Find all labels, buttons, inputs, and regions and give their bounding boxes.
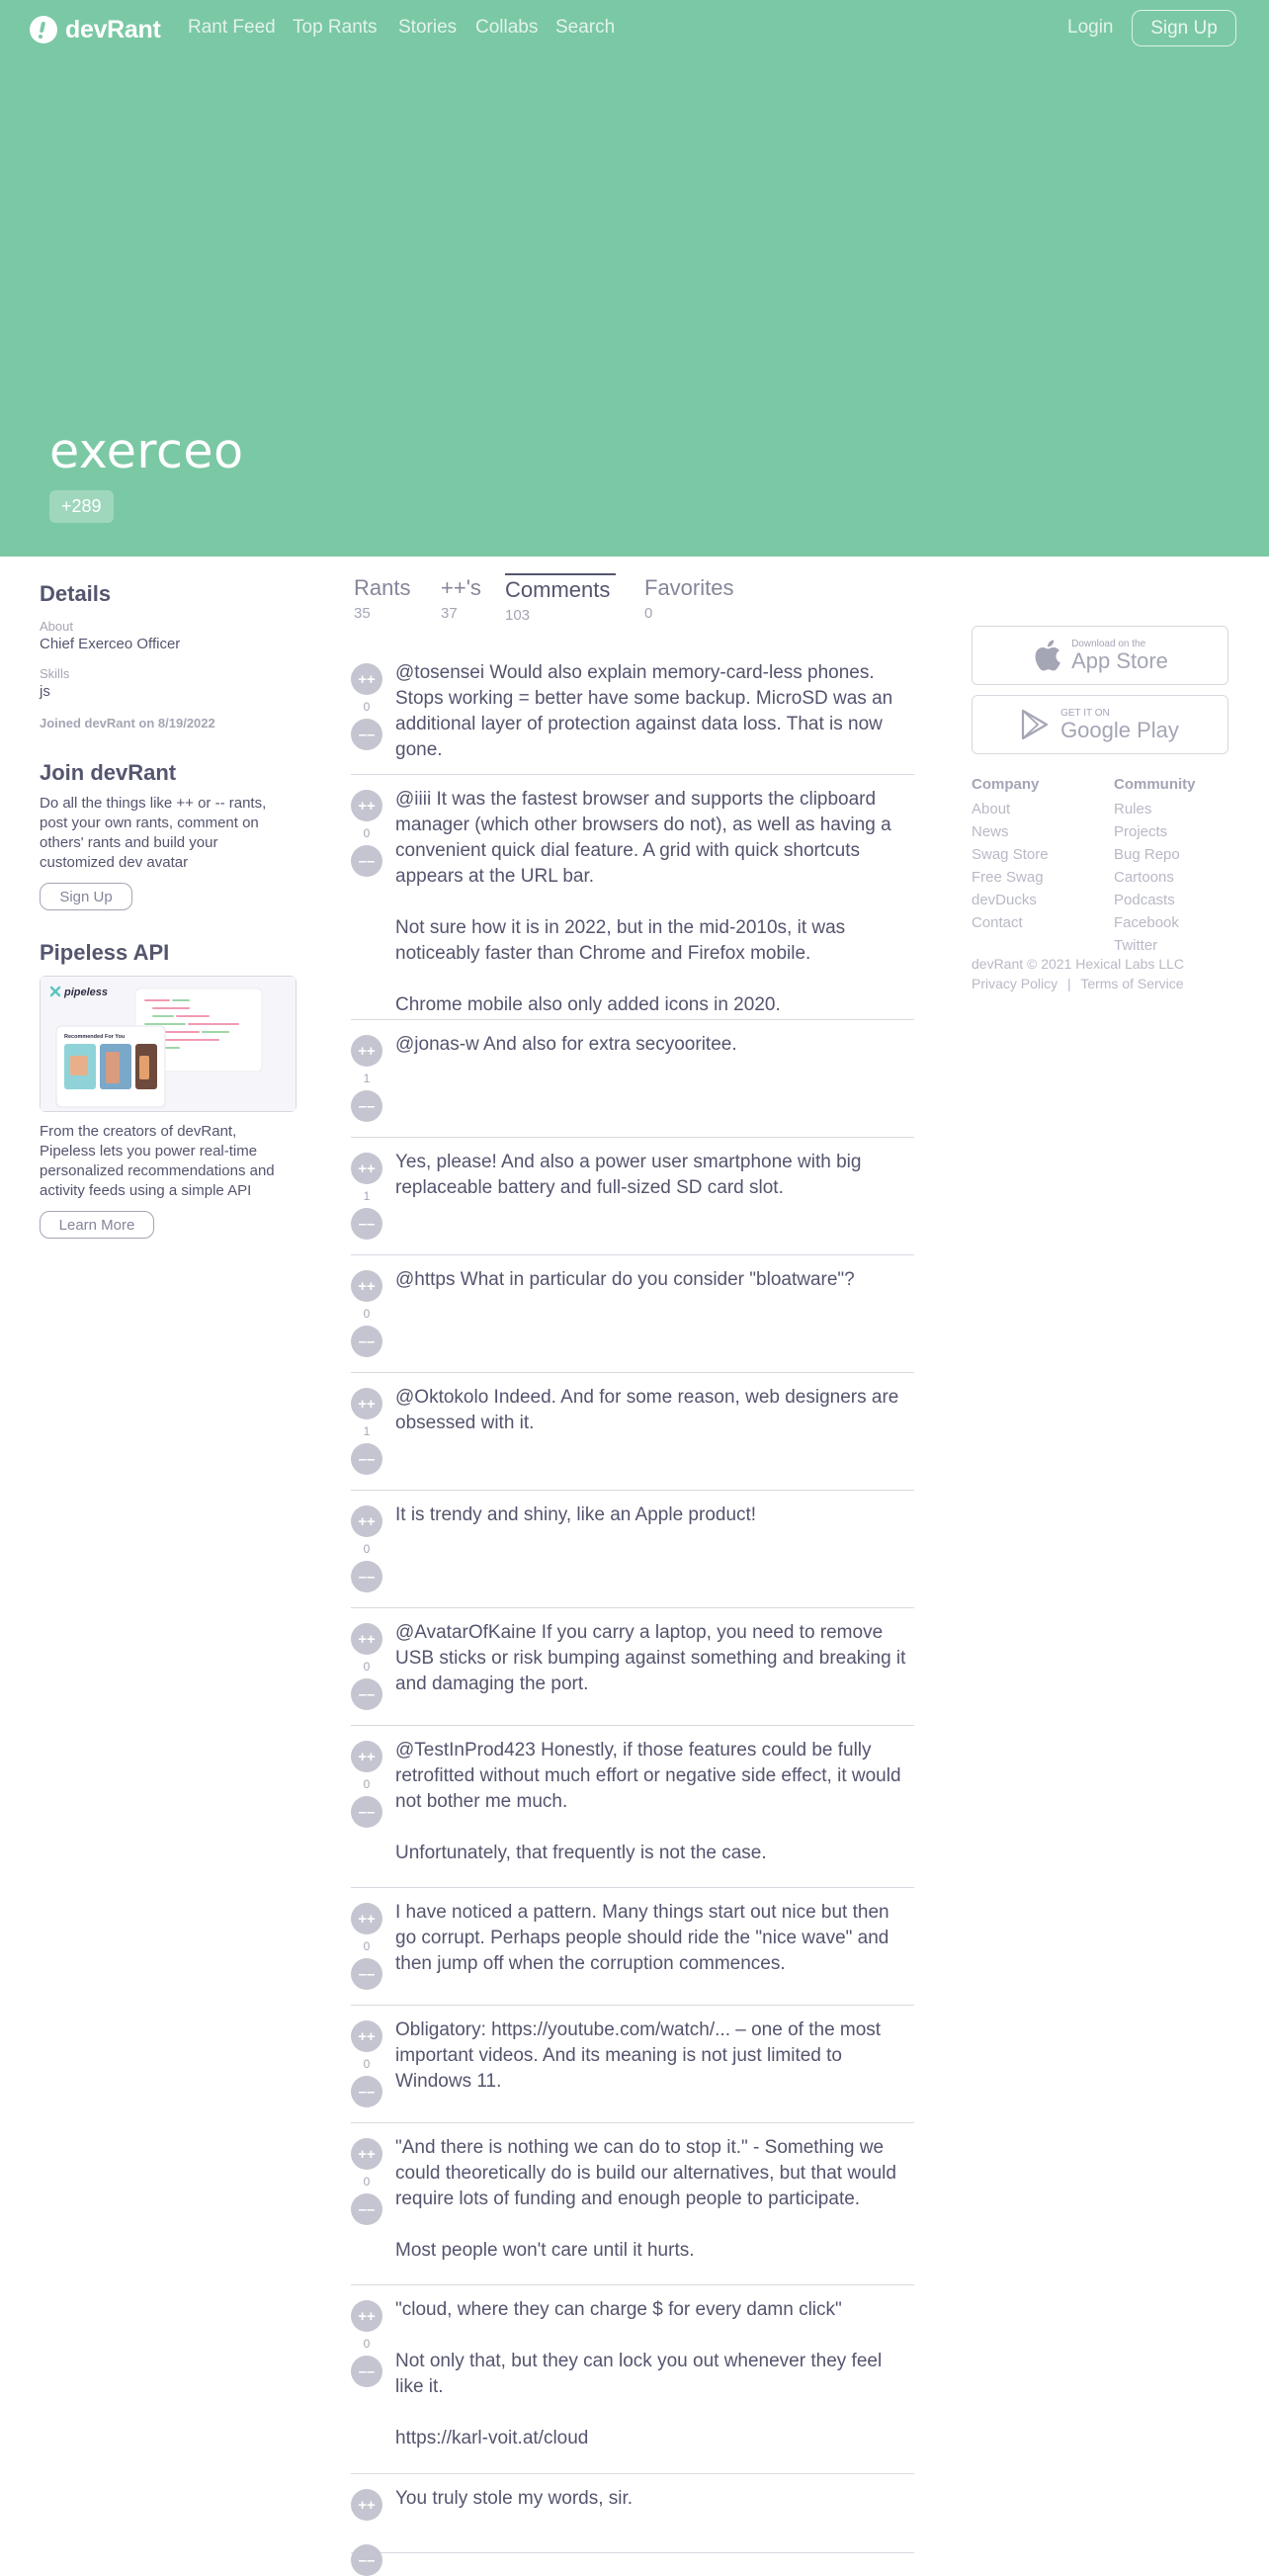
tab-count: 103: [505, 607, 531, 624]
footer-link-facebook[interactable]: Facebook: [1114, 914, 1179, 931]
tab-count: 35: [354, 605, 371, 622]
footer-link-contact[interactable]: Contact: [972, 914, 1023, 931]
vote-controls: [351, 663, 382, 750]
downvote-button[interactable]: ––: [351, 1796, 382, 1828]
tab-plusplus[interactable]: [441, 575, 481, 622]
footer-link-news[interactable]: News: [972, 823, 1009, 840]
vote-controls: [351, 2300, 382, 2387]
devrant-logo[interactable]: [30, 14, 161, 45]
comment-text: [395, 2486, 909, 2512]
company-heading: Company: [972, 776, 1040, 793]
comment-paragraph: "cloud, where they can charge $ for every damn click": [395, 2299, 842, 2320]
upvote-button[interactable]: ++: [351, 2489, 382, 2521]
footer-link-swag-store[interactable]: Swag Store: [972, 846, 1049, 863]
upvote-button[interactable]: ++: [351, 1153, 382, 1184]
downvote-button[interactable]: ––: [351, 2076, 382, 2107]
left-sidebar: [40, 581, 296, 1239]
comment-paragraph: @TestInProd423 Honestly, if those features could be fully retrofitted without much effort or negative side effect, it would not bother me much.: [395, 1740, 901, 1812]
downvote-button[interactable]: ––: [351, 1208, 382, 1240]
comment-text: [395, 1267, 909, 1293]
joined-date: Joined devRant on 8/19/2022: [40, 716, 215, 730]
vote-score: 1: [363, 1189, 371, 1203]
comment-paragraph: It is trendy and shiny, like an Apple product!: [395, 1504, 757, 1525]
vote-controls: [351, 790, 382, 877]
comment-text: [395, 1385, 909, 1436]
comments-list: [351, 657, 914, 2569]
comment-paragraph: @jonas-w And also for extra secyooritee.: [395, 1034, 737, 1055]
comment-item: [351, 1608, 914, 1726]
downvote-button[interactable]: ––: [351, 2193, 382, 2225]
upvote-button[interactable]: ++: [351, 1903, 382, 1934]
upvote-button[interactable]: ++: [351, 2138, 382, 2170]
vote-controls: [351, 1388, 382, 1475]
comment-paragraph: https://karl-voit.at/cloud: [395, 2428, 589, 2448]
comment-text: [395, 1620, 909, 1697]
comment-paragraph: Yes, please! And also a power user smartphone with big replaceable battery and full-sized SD card slot.: [395, 1152, 862, 1198]
terms-of-service-link[interactable]: Terms of Service: [1080, 976, 1184, 991]
pipeless-heading: Pipeless API: [40, 940, 170, 965]
vote-score: 0: [363, 2057, 371, 2071]
vote-score: 0: [363, 826, 371, 840]
footer-link-rules[interactable]: Rules: [1114, 801, 1152, 817]
logo-text: devRant: [65, 15, 161, 43]
downvote-button[interactable]: ––: [351, 1958, 382, 1990]
footer-separator: |: [1067, 976, 1071, 991]
profile-score-badge: +289: [49, 490, 114, 523]
footer-link-bug-repo[interactable]: Bug Repo: [1114, 846, 1180, 863]
comment-item: [351, 775, 914, 1020]
comment-item: [351, 2474, 914, 2569]
vote-score: 0: [363, 700, 371, 714]
join-text: Do all the things like ++ or -- rants, post your own rants, comment on others' rants and build your customized dev avatar: [40, 795, 267, 871]
comment-text: [395, 1900, 909, 1977]
comment-paragraph: Most people won't care until it hurts.: [395, 2240, 695, 2261]
tab-count: 0: [644, 605, 653, 622]
pipeless-promo-image[interactable]: [40, 976, 296, 1112]
app-store-big-text: App Store: [1071, 647, 1168, 673]
comment-paragraph: Obligatory: https://youtube.com/watch/... – one of the most important videos. And its meaning is not just limited to Windows 11.: [395, 2019, 882, 2092]
comment-item: [351, 2123, 914, 2285]
vote-score: 0: [363, 2337, 371, 2351]
vote-score: 1: [363, 1072, 371, 1085]
upvote-button[interactable]: ++: [351, 2300, 382, 2332]
vote-controls: [351, 1153, 382, 1240]
profile-username: exerceo: [49, 423, 244, 479]
tab-favorites[interactable]: [644, 575, 733, 622]
comment-item: [351, 1491, 914, 1608]
pipeless-card-logo: pipeless: [64, 987, 109, 998]
top-navigation: [0, 0, 1269, 59]
comment-text: [395, 2297, 909, 2451]
comment-item: [351, 1726, 914, 1888]
footer-link-twitter[interactable]: Twitter: [1114, 937, 1158, 954]
vote-controls: [351, 2138, 382, 2225]
comment-paragraph: You truly stole my words, sir.: [395, 2488, 634, 2509]
comment-item: [351, 657, 914, 775]
pipeless-card-caption: Recommended For You: [64, 1034, 126, 1040]
community-links: [1114, 776, 1196, 957]
tab-count: 37: [441, 605, 458, 622]
downvote-button[interactable]: ––: [351, 2544, 382, 2576]
comment-paragraph: @iiii It was the fastest browser and supports the clipboard manager (which other browsers do not), as well as having a convenient quick dial feature. A grid with quick shortcuts appears at the URL bar.: [395, 789, 891, 887]
footer-link-projects[interactable]: Projects: [1114, 823, 1168, 840]
vote-score: [351, 2521, 382, 2544]
comment-paragraph: Not sure how it is in 2022, but in the mid-2010s, it was noticeably faster than Chrome and Firefox mobile.: [395, 917, 846, 964]
comment-item: [351, 1020, 914, 1138]
vote-controls: [351, 1270, 382, 1357]
login-link[interactable]: Login: [1067, 17, 1114, 38]
vote-score: 0: [363, 1542, 371, 1556]
vote-score: 1: [363, 1424, 371, 1438]
vote-score: 0: [363, 1660, 371, 1674]
comment-text: [395, 2135, 909, 2264]
footer-link-about[interactable]: About: [972, 801, 1011, 817]
upvote-button[interactable]: ++: [351, 790, 382, 821]
nav-search[interactable]: Search: [555, 17, 616, 38]
comment-text: [395, 1503, 909, 1528]
tab-rants[interactable]: [354, 575, 410, 622]
upvote-button[interactable]: ++: [351, 663, 382, 695]
details-heading: Details: [40, 581, 112, 606]
right-sidebar: [972, 626, 1230, 993]
company-links: [972, 776, 1049, 934]
downvote-button[interactable]: ––: [351, 1678, 382, 1710]
comment-paragraph: Unfortunately, that frequently is not the case.: [395, 1843, 767, 1863]
upvote-button[interactable]: ++: [351, 1505, 382, 1537]
downvote-button[interactable]: ––: [351, 2356, 382, 2387]
about-label: About: [40, 619, 73, 634]
vote-controls: [351, 1903, 382, 1990]
profile-header: [0, 0, 1269, 557]
join-signup-button[interactable]: Sign Up: [40, 883, 132, 910]
google-play-small-text: GET IT ON: [1060, 707, 1110, 719]
tab-label: Rants: [354, 575, 411, 600]
vote-controls: [351, 1741, 382, 1828]
community-heading: Community: [1114, 776, 1196, 793]
comment-text: [395, 660, 909, 763]
upvote-button[interactable]: ++: [351, 1623, 382, 1655]
tab-label: Comments: [505, 577, 611, 602]
tab-label: ++'s: [441, 575, 481, 600]
vote-controls: [351, 2020, 382, 2107]
devrant-logo-icon: [30, 16, 57, 43]
comment-text: [395, 1032, 909, 1058]
footer-link-free-swag[interactable]: Free Swag: [972, 869, 1044, 886]
nav-collabs[interactable]: Collabs: [475, 17, 539, 38]
nav-stories[interactable]: Stories: [398, 17, 458, 38]
vote-controls: [351, 2489, 382, 2576]
skills-value: js: [40, 683, 50, 700]
upvote-button[interactable]: ++: [351, 1270, 382, 1302]
skills-label: Skills: [40, 666, 70, 681]
vote-controls: [351, 1623, 382, 1710]
app-store-button[interactable]: [972, 626, 1228, 685]
comment-paragraph: Chrome mobile also only added icons in 2020.: [395, 994, 781, 1015]
downvote-button[interactable]: ––: [351, 719, 382, 750]
vote-score: 0: [363, 1939, 371, 1953]
nav-top-rants[interactable]: Top Rants: [293, 17, 378, 38]
pipeless-text: From the creators of devRant, Pipeless lets you power real-time personalized recommendations and activity feeds using a simple API: [40, 1123, 275, 1199]
join-heading: Join devRant: [40, 760, 177, 785]
vote-score: 0: [363, 1307, 371, 1321]
signup-button[interactable]: Sign Up: [1132, 10, 1236, 46]
vote-controls: [351, 1505, 382, 1592]
downvote-button[interactable]: ––: [351, 845, 382, 877]
upvote-button[interactable]: ++: [351, 1388, 382, 1419]
comment-text: [395, 787, 909, 1018]
footer-link-cartoons[interactable]: Cartoons: [1114, 869, 1174, 886]
downvote-button[interactable]: ––: [351, 1443, 382, 1475]
about-value: Chief Exerceo Officer: [40, 636, 181, 652]
pipeless-illustration: [41, 977, 296, 1111]
comment-text: [395, 1738, 909, 1866]
comment-item: [351, 1138, 914, 1255]
comment-text: [395, 2018, 909, 2095]
comment-paragraph: @https What in particular do you consider "bloatware"?: [395, 1269, 855, 1290]
google-play-button[interactable]: [972, 695, 1228, 754]
comment-paragraph: @AvatarOfKaine If you carry a laptop, you need to remove USB sticks or risk bumping against something and breaking it and damaging the port.: [395, 1622, 906, 1694]
tab-label: Favorites: [644, 575, 734, 600]
comment-paragraph: "And there is nothing we can do to stop it." - Something we could theoretically do is build our alternatives, but that would require lots of funding and enough people to participate.: [395, 2137, 896, 2209]
downvote-button[interactable]: ––: [351, 1090, 382, 1122]
vote-score: 0: [363, 1777, 371, 1791]
footer-link-devducks[interactable]: devDucks: [972, 892, 1037, 908]
apple-icon: [1032, 639, 1061, 672]
comment-paragraph: @tosensei Would also explain memory-card-less phones. Stops working = better have some backup. MicroSD was an additional layer of protection against data loss. That is now gone.: [395, 662, 893, 760]
comment-paragraph: @Oktokolo Indeed. And for some reason, web designers are obsessed with it.: [395, 1387, 899, 1433]
copyright-text: devRant © 2021 Hexical Labs LLC: [972, 956, 1184, 972]
downvote-button[interactable]: ––: [351, 1561, 382, 1592]
nav-rant-feed[interactable]: Rant Feed: [188, 17, 276, 38]
google-play-big-text: Google Play: [1060, 717, 1179, 742]
upvote-button[interactable]: ++: [351, 1741, 382, 1772]
upvote-button[interactable]: ++: [351, 1035, 382, 1067]
comment-item: [351, 1255, 914, 1373]
comment-paragraph: Not only that, but they can lock you out whenever they feel like it.: [395, 2351, 883, 2397]
privacy-policy-link[interactable]: Privacy Policy: [972, 976, 1058, 991]
upvote-button[interactable]: ++: [351, 2020, 382, 2052]
comment-text: [395, 1150, 909, 1201]
vote-score: 0: [363, 2175, 371, 2189]
comment-item: [351, 2285, 914, 2474]
app-store-small-text: Download on the: [1071, 638, 1146, 649]
google-play-icon: [1021, 710, 1049, 739]
footer-link-podcasts[interactable]: Podcasts: [1114, 892, 1175, 908]
comment-item: [351, 1888, 914, 2006]
comment-paragraph: I have noticed a pattern. Many things start out nice but then go corrupt. Perhaps people should ride the "nice wave" and then jump off when the corruption commences.: [395, 1902, 889, 1974]
comment-item: [351, 2006, 914, 2123]
learn-more-button[interactable]: Learn More: [40, 1211, 154, 1239]
tab-comments[interactable]: [505, 573, 616, 624]
comment-item: [351, 1373, 914, 1491]
downvote-button[interactable]: ––: [351, 1326, 382, 1357]
footer-links: [972, 776, 1230, 964]
vote-controls: [351, 1035, 382, 1122]
